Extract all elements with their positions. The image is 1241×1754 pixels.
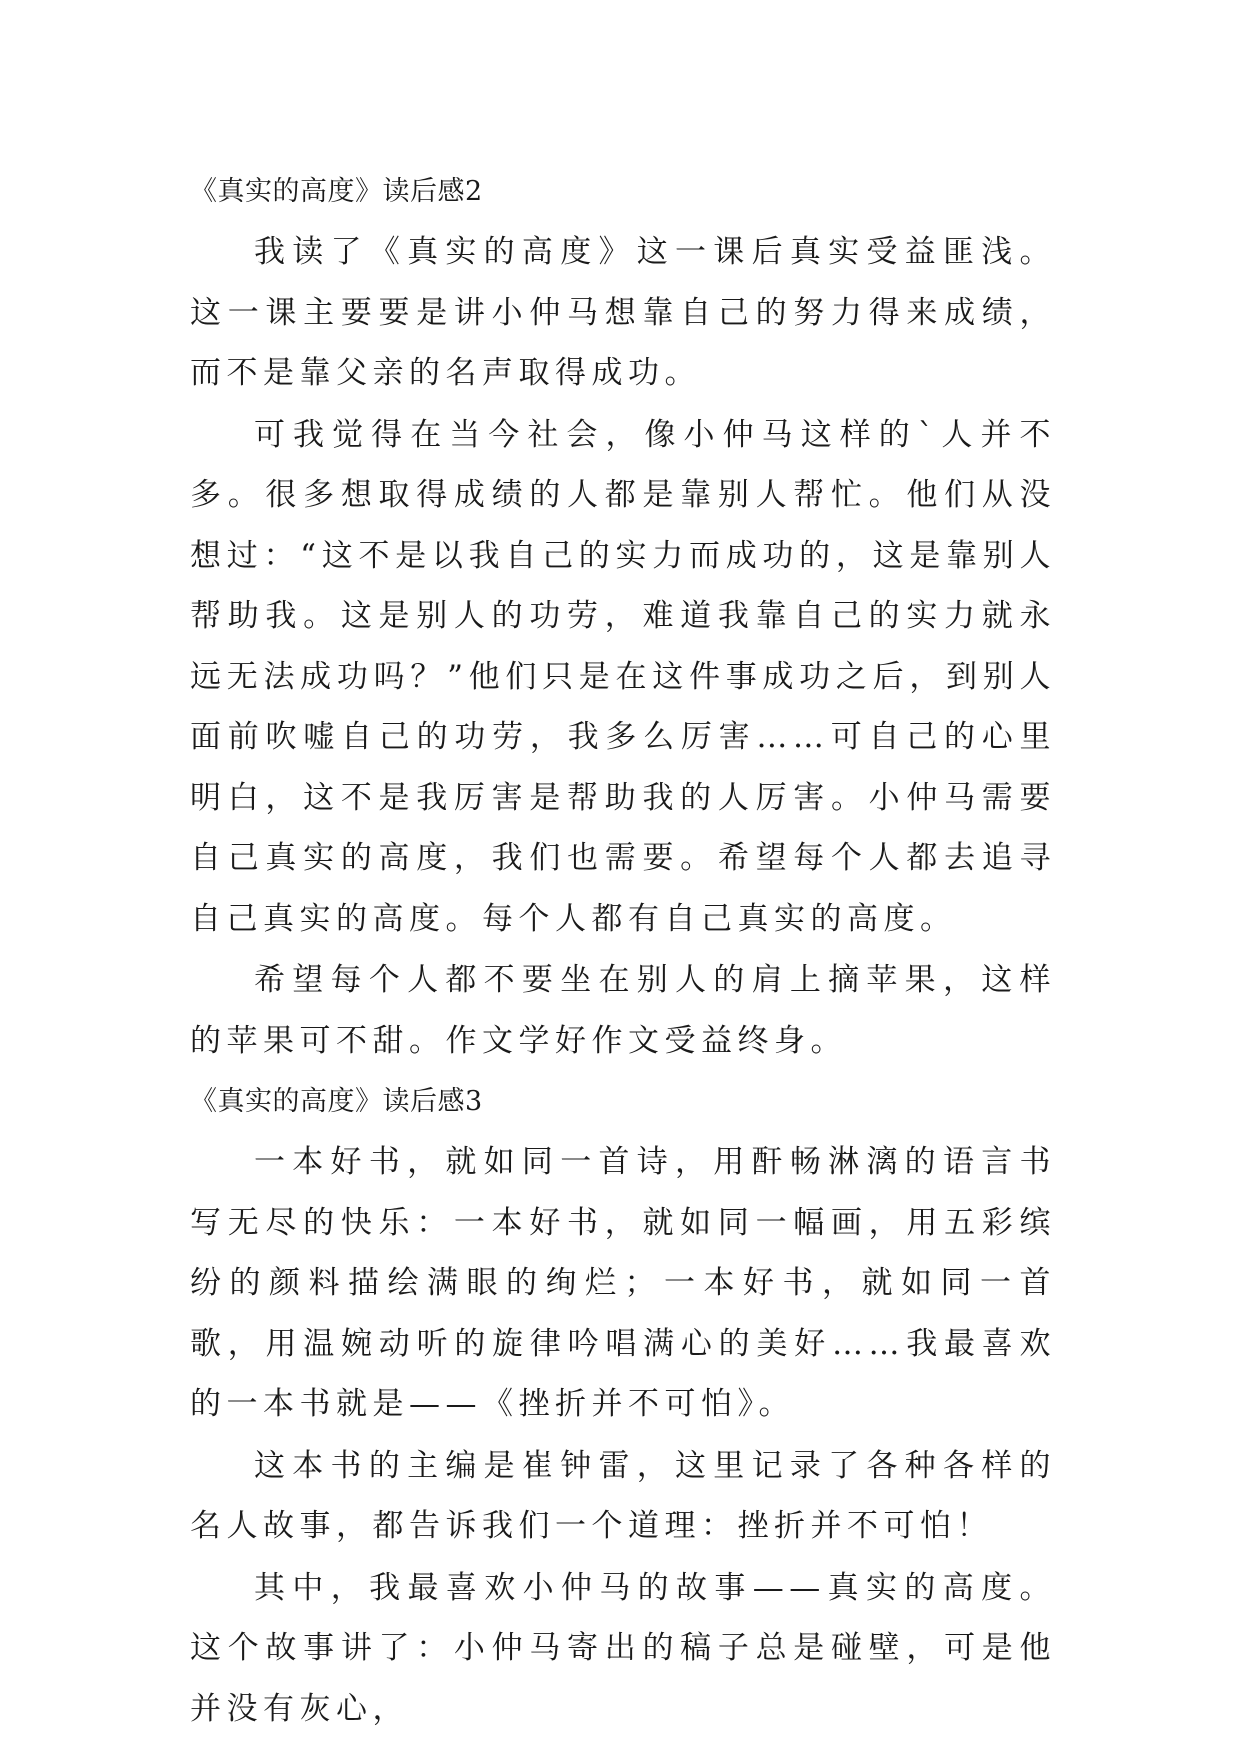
section-2-paragraph-2: 可我觉得在当今社会，像小仲马这样的`人并不多。很多想取得成绩的人都是靠别人帮忙。他们从没想过：“这不是以我自己的实力而成功的，这是靠别人帮助我。这是别人的功劳，难道我靠自己的实力就永远无法成功吗？”他们只是在这件事成功之后，到别人面前吹嘘自己的功劳，我多么厉害……可自己的心里明白，这不是我厉害是帮助我的人厉害。小仲马需要自己真实的高度，我们也需要。希望每个人都去追寻自己真实的高度。每个人都有自己真实的高度。 bbox=[190, 416, 1056, 937]
section-2-title: 《真实的高度》读后感2 bbox=[190, 176, 483, 207]
section-3-paragraph-1: 一本好书，就如同一首诗，用酐畅淋漓的语言书写无尽的快乐：一本好书，就如同一幅画，用五彩缤纷的颜料描绘满眼的绚烂；一本好书，就如同一首歌，用温婉动听的旋律吟唱满心的美好……我最喜欢的一本书就是——《挫折并不可怕》。 bbox=[190, 1144, 1056, 1422]
section-3-paragraph-3: 其中，我最喜欢小仲马的故事——真实的高度。这个故事讲了：小仲马寄出的稿子总是碰壁，可是他并没有灰心， bbox=[190, 1569, 1056, 1727]
section-3-title: 《真实的高度》读后感3 bbox=[190, 1086, 483, 1117]
section-2-paragraph-3: 希望每个人都不要坐在别人的肩上摘苹果，这样的苹果可不甜。作文学好作文受益终身。 bbox=[190, 962, 1056, 1059]
section-2-paragraph-1: 我读了《真实的高度》这一课后真实受益匪浅。这一课主要要是讲小仲马想靠自己的努力得来成绩，而不是靠父亲的名声取得成功。 bbox=[190, 234, 1056, 391]
section-3-paragraph-2: 这本书的主编是崔钟雷，这里记录了各种各样的名人故事，都告诉我们一个道理：挫折并不可怕！ bbox=[190, 1447, 1056, 1544]
document-body bbox=[190, 162, 1056, 1740]
